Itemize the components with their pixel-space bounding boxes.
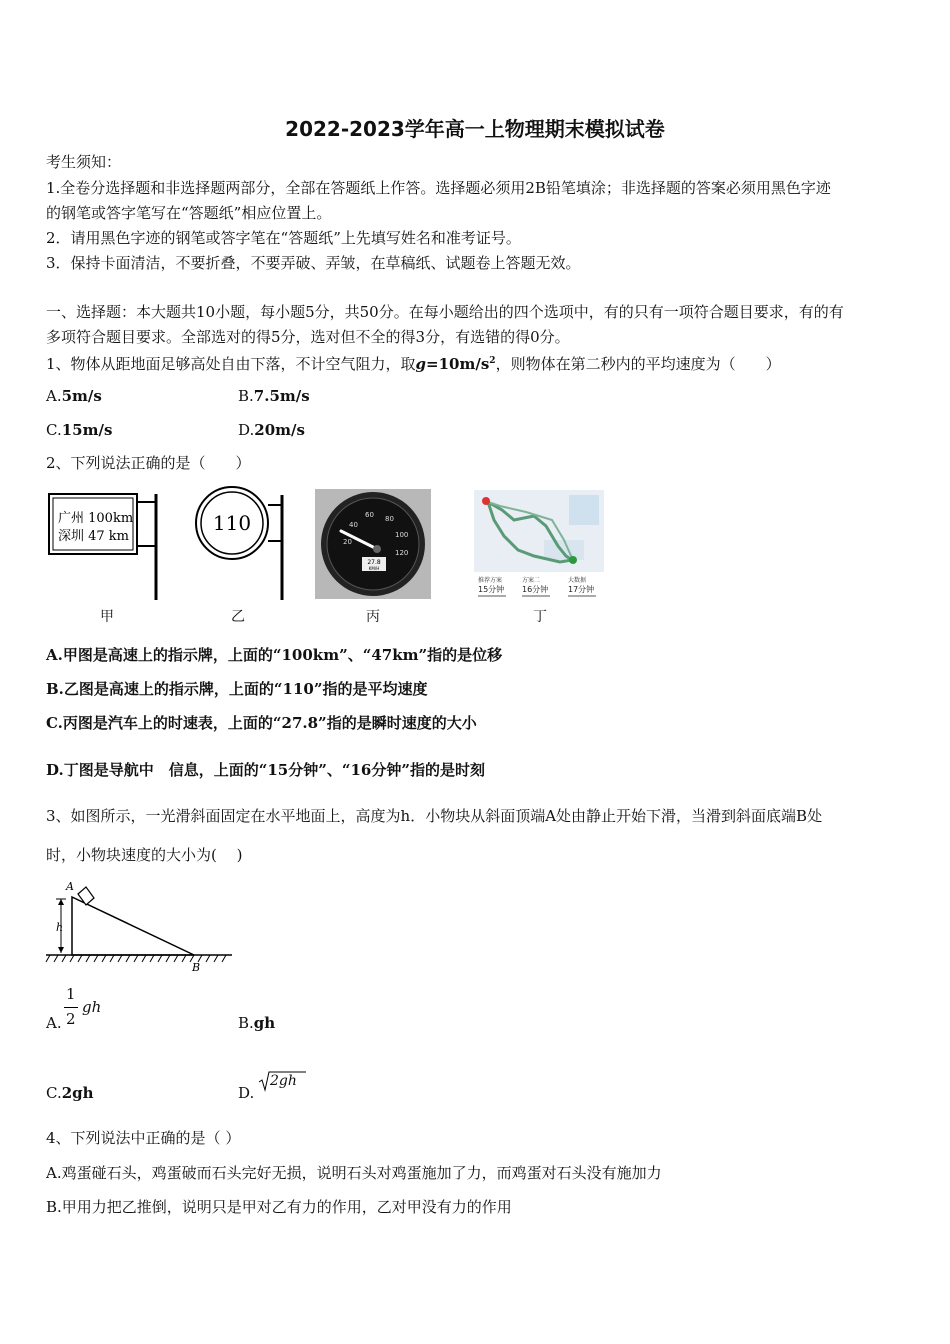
page-title: 2022-2023学年高一上物理期末模拟试卷 xyxy=(285,117,665,141)
notice-line-3: 3．保持卡面清洁，不要折叠，不要弄破、弄皱，在草稿纸、试题卷上答题无效。 xyxy=(46,254,581,272)
map-route-3: 大数据 xyxy=(568,577,587,584)
q3-a-numerator: 1 xyxy=(66,985,76,1003)
q3-a-label: A. xyxy=(46,1014,62,1032)
q1-d-label: D. xyxy=(238,421,255,439)
map-time-3: 17分钟 xyxy=(568,585,595,594)
gauge-tick-20: 20 xyxy=(343,538,352,546)
notice-line-1b: 的钢笔或答字笔写在“答题纸”相应位置上。 xyxy=(46,204,332,222)
q3-c-value: 2gh xyxy=(61,1084,94,1102)
gauge-tick-40: 40 xyxy=(349,521,358,529)
caption-jia: 甲 xyxy=(100,609,114,625)
caption-yi: 乙 xyxy=(231,609,245,625)
q3-a-denominator: 2 xyxy=(66,1010,76,1028)
fraction-bar xyxy=(64,1007,78,1008)
q2-option-c[interactable]: C.丙图是汽车上的时速表，上面的“27.8”指的是瞬时速度的大小 xyxy=(46,714,477,732)
q3-option-b[interactable] xyxy=(238,1013,275,1033)
figure-road-sign xyxy=(48,490,168,600)
q1-b-value: 7.5m/s xyxy=(253,387,310,405)
speed-sign-value: 110 xyxy=(212,511,252,535)
incline-label-a: A xyxy=(66,880,74,893)
q2-option-b[interactable]: B.乙图是高速上的指示牌，上面的“110”指的是平均速度 xyxy=(46,680,428,698)
q1-c-label: C. xyxy=(46,421,62,439)
map-time-1: 15分钟 xyxy=(478,585,505,594)
q1-stem-sup: 2 xyxy=(489,356,496,366)
q1-stem-a: 1、物体从距地面足够高处自由下落，不计空气阻力，取 xyxy=(46,355,416,373)
q1-option-c[interactable] xyxy=(46,420,112,440)
notice-heading: 考生须知： xyxy=(46,153,122,171)
gauge-tick-80: 80 xyxy=(385,515,394,523)
gauge-tick-100: 100 xyxy=(395,531,409,539)
q1-d-value: 20m/s xyxy=(254,421,305,439)
gauge-tick-120: 120 xyxy=(395,549,409,557)
incline-label-h: h xyxy=(56,921,64,934)
q2-stem: 2、下列说法正确的是（ ） xyxy=(46,454,251,472)
map-time-2: 16分钟 xyxy=(522,585,549,594)
q3-d-label: D. xyxy=(238,1084,255,1102)
q3-stem-1: 3、如图所示，一光滑斜面固定在水平地面上，高度为h．小物块从斜面顶端A处由静止开始下滑，当滑到斜面底端B处 xyxy=(46,807,823,825)
figure-speed-sign xyxy=(192,485,292,600)
map-route-1: 推荐方案 xyxy=(478,577,503,584)
q3-option-c[interactable] xyxy=(46,1083,94,1103)
q3-a-var: gh xyxy=(82,998,102,1016)
q1-option-a[interactable] xyxy=(46,386,102,406)
section-intro-2: 多项符合题目要求。全部选对的得5分，选对但不全的得3分，有选错的得0分。 xyxy=(46,328,570,346)
q1-a-label: A. xyxy=(46,387,62,405)
q3-b-label: B. xyxy=(238,1014,254,1032)
gauge-readout: 27.8 xyxy=(367,559,381,566)
sign-line-2: 深圳 47 km xyxy=(58,529,130,544)
q1-stem-g: g xyxy=(415,355,427,373)
notice-line-1a: 1.全卷分选择题和非选择题两部分，全部在答题纸上作答。选择题必须用2B铅笔填涂；非选择题的答案必须用黑色字迹 xyxy=(46,179,831,197)
caption-ding: 丁 xyxy=(533,609,547,625)
q4-stem: 4、下列说法中正确的是（ ） xyxy=(46,1129,241,1147)
q2-option-a[interactable]: A.甲图是高速上的指示牌，上面的“100km”、“47km”指的是位移 xyxy=(46,646,503,664)
incline-block xyxy=(78,887,94,905)
incline-label-b: B xyxy=(192,961,201,974)
figure-speedometer xyxy=(315,489,431,599)
q1-stem-b: =10m/s xyxy=(426,355,490,373)
q1-option-b[interactable] xyxy=(238,386,310,406)
q3-b-value: gh xyxy=(253,1014,276,1032)
figure-navigation-map xyxy=(474,490,606,602)
q3-stem-2: 时，小物块速度的大小为( ) xyxy=(46,846,243,864)
q1-b-label: B. xyxy=(238,387,254,405)
q4-option-a[interactable]: A.鸡蛋碰石头，鸡蛋破而石头完好无损，说明石头对鸡蛋施加了力，而鸡蛋对石头没有施加力 xyxy=(46,1164,662,1182)
map-start-marker xyxy=(482,497,490,505)
notice-line-2: 2．请用黑色字迹的钢笔或答字笔在“答题纸”上先填写姓名和准考证号。 xyxy=(46,229,521,247)
gauge-tick-60: 60 xyxy=(365,511,374,519)
sign-line-1: 广州 100km xyxy=(58,511,134,526)
q4-option-b[interactable]: B.甲用力把乙推倒，说明只是甲对乙有力的作用，乙对甲没有力的作用 xyxy=(46,1198,512,1216)
q1-option-d[interactable] xyxy=(238,420,305,440)
q3-option-a[interactable] xyxy=(62,985,102,1035)
q1-stem xyxy=(46,351,781,374)
figure-incline xyxy=(44,877,234,975)
map-end-marker xyxy=(569,556,577,564)
q3-option-d[interactable] xyxy=(258,1070,308,1094)
caption-bing: 丙 xyxy=(366,609,380,625)
q2-option-d[interactable]: D.丁图是导航中 信息，上面的“15分钟”、“16分钟”指的是时刻 xyxy=(46,761,485,779)
q1-a-value: 5m/s xyxy=(61,387,102,405)
q3-d-value: 2gh xyxy=(270,1073,297,1089)
section-intro-1: 一、选择题：本大题共10小题，每小题5分，共50分。在每小题给出的四个选项中，有的只有一项符合题目要求，有的有 xyxy=(46,303,844,321)
q1-c-value: 15m/s xyxy=(61,421,113,439)
map-route-2: 方案二 xyxy=(522,577,541,584)
q1-stem-c: ，则物体在第二秒内的平均速度为（ ） xyxy=(495,355,781,373)
gauge-unit: KM/H xyxy=(368,566,380,571)
q3-c-label: C. xyxy=(46,1084,62,1102)
